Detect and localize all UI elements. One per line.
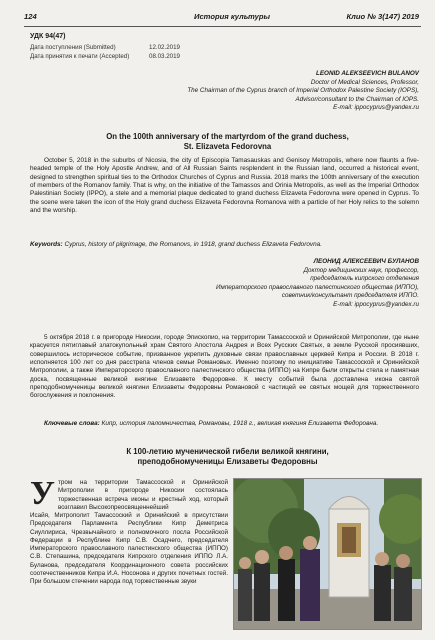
body-ru-first: тром на территории Тамассоской и Оринийской Митрополии в пригороде Никосии состоялась торжественная встреча иконы и крестный ход, который возглавил Высокопреосвященнейший: [58, 479, 228, 511]
udk-code: УДК 94(47): [30, 33, 66, 40]
keywords-ru-text: Кипр, история паломничества, Романовы, 1918 г., великая княгиня Елизавета Федоровна.: [101, 420, 379, 427]
author-degree-ru: Доктор медицинских наук, профессор,: [303, 266, 419, 274]
title-ru-line2: преподобномученицы Елизаветы Федоровны: [137, 457, 318, 466]
author-advisor-en: Advisor/consultant to the Chairman of IOPS.: [295, 95, 419, 103]
abstract-en: [30, 157, 419, 248]
submission-dates: [30, 43, 180, 61]
author-advisor-ru: советник/консультант председателя ИППО.: [281, 292, 419, 300]
ceremony-photo-svg: [234, 479, 421, 629]
abstract-en-text: October 5, 2018 in the suburbs of Nicosia, the city of Episcopia Tamasauskas and Genisoy Metropolis, where now flaunts a five-headed temple of the Holy Apostle Andrew, and of All Russian Saints resplendent in the Russian land, occurred a historical event, designed to strengthen spiritual ties to the Orthodox Churches of Cyprus and Russia. 2018 marks the 100th anniversary of the execution of members of the Romanov family. That is why, on the initiative of the Tamassos and Orinia Metropolis, as well as the Imperial Orthodox Palestinian Society (IPPO), a stele and a memorial plaque dedicated to grand duchess Elizaveta Fedorovna were opened in Cyprus. To the scene were taken the icon of the Holy grand duchess Elizaveta Fedorovna Romanova with a particle of her Holy relics to the solemn and the worship.: [30, 157, 419, 215]
title-en-line2: St. Elizaveta Fedorovna: [183, 142, 272, 151]
accepted-label: Дата принятия к печати (Accepted): [30, 53, 130, 60]
author-position-en: The Chairman of the Cyprus branch of Imperial Orthodox Palestine Society (IOPS),: [187, 87, 419, 95]
journal-issue: Клио № 3(147) 2019: [346, 12, 419, 21]
abstract-ru: [30, 334, 419, 418]
header-rule: [24, 26, 421, 27]
keywords-ru: [30, 420, 419, 428]
author-degree-en: Doctor of Medical Sciences, Professor,: [310, 78, 419, 86]
abstract-ru-text: 5 октября 2018 г. в пригороде Никосии, городе Эпископио, на территории Тамассоской и Оринийской Митрополии, где ныне красуется пятиглавый златокупольный храм Святого Апостола Андрея и Всех Русских Святых, в земле Русской просиявших, совершилось историческое событие, призванное укрепить духовные связи православных церквей Кипра и России. В 2018 г. исполняется 100 лет со дня расстрела членов семьи Романовых. Именно поэтому по инициативе Тамассоской и Оринийской Митрополии, а также Императорского православного палестинского общества (ИППО) на Кипре были открыты стела и памятная доска, посвященные великой княгине Елизавете Федоровне. К месту событий была доставлена икона святой преподобномученицы великой княгини Елизаветы Федоровны Романовой с частицей ее святых мощей для торжественного богослужения и поклонения.: [30, 334, 419, 400]
author-name-en: LEONID ALEKSEEVICH BULANOV: [316, 70, 419, 77]
author-email-en: E-mail: ippocyprus@yandex.ru: [333, 104, 419, 112]
title-ru-line1: К 100-летию мученической гибели великой княгини,: [126, 447, 329, 456]
submitted-date: 12.02.2019: [149, 44, 180, 51]
title-en-line1: On the 100th anniversary of the martyrdom of the grand duchess,: [106, 132, 349, 141]
drop-cap: У: [30, 475, 55, 512]
author-position-ru: председатель кипрского отделения: [310, 275, 419, 283]
keywords-ru-label: Ключевые слова:: [44, 420, 100, 427]
author-name-ru: ЛЕОНИД АЛЕКСЕЕВИЧ БУЛАНОВ: [313, 258, 419, 265]
article-title-ru: [40, 447, 415, 467]
author-society-ru: Императорского православного палестинского общества (ИППО),: [216, 283, 419, 291]
accepted-date: 08.03.2019: [149, 53, 180, 60]
author-block-ru: [216, 258, 419, 310]
ceremony-photo: [233, 478, 422, 630]
keywords-en-label: Keywords:: [30, 241, 63, 248]
body-ru-text: Исайя, Митрополит Тамассоский и Оринийский в присутствии Председателя Парламента Республики Кипр Деметриса Сиуллириса, Чрезвычайного и полномочного посла Российской Федерации в Республике Кипр С.В. Осадчего, председателя Императорского православного палестинского общества (ИППО) С.В. Степашина, председателя Кипрского отделения ИППО Л.А. Буланова, председателя Координационного совета российских соотечественников Кипра И.А. Носонова и других почетных гостей. При большом стечении народа под торжественные звуки: [30, 512, 228, 585]
submitted-label: Дата поступления (Submitted): [30, 44, 116, 51]
keywords-en: [30, 241, 419, 249]
author-email-ru: E-mail: ippocyprus@yandex.ru: [333, 300, 419, 308]
keywords-en-text: Cyprus, history of pilgrimage, the Romanovs, in 1918, grand duchess Elizaveta Fedorovna.: [64, 241, 322, 248]
author-block-en: [187, 70, 419, 113]
section-title: История культуры: [194, 12, 270, 21]
page-number: 124: [24, 12, 37, 21]
article-title-en: [40, 132, 415, 152]
running-header: [24, 12, 421, 24]
